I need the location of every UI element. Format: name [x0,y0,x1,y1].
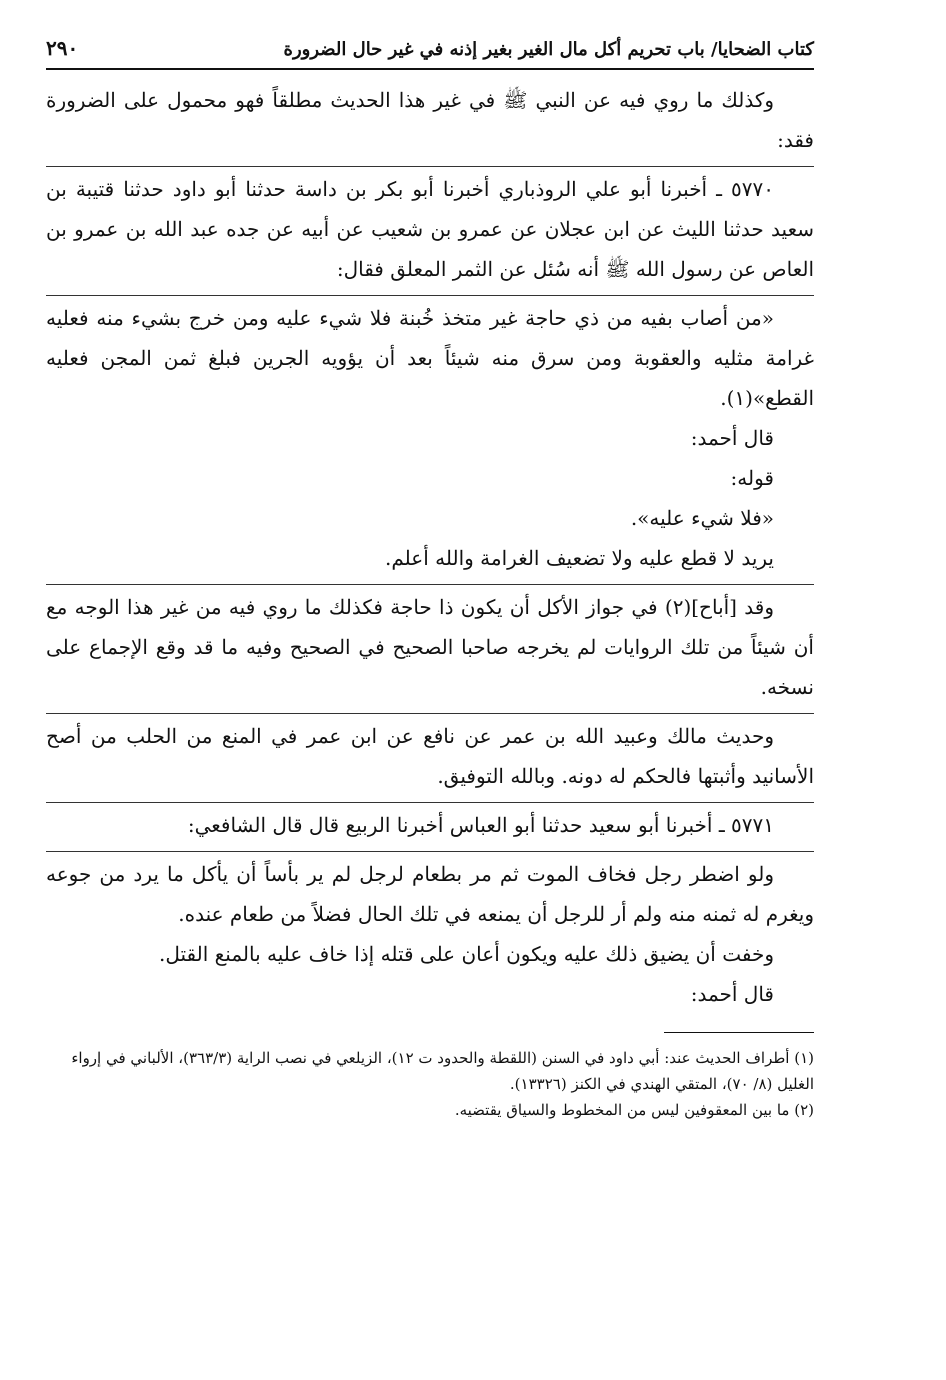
paragraph: وقد [أباح](٢) في جواز الأكل أن يكون ذا حاجة فكذلك ما روي فيه من غير هذا الوجه مع أن شيئاً من تلك الروايات لم يخرجه صاحبا الصحيح في الصحيح وفيه ما قد وقع الإجماع على نسخه. [46,584,814,707]
main-text [46,80,814,1014]
paragraph: «فلا شيء عليه». [630,506,774,530]
paragraph: وحديث مالك وعبيد الله بن عمر عن نافع عن ابن عمر في المنع من الحلب من أصح الأسانيد وأثبتها فالحكم له دونه. وبالله التوفيق. [46,713,814,796]
footnotes [46,1045,814,1123]
paragraph: قال أحمد: [690,426,774,450]
paragraph: قال أحمد: [690,982,774,1006]
hadith-5771: ٥٧٧١ ـ أخبرنا أبو سعيد حدثنا أبو العباس أخبرنا الربيع قال قال الشافعي: [46,802,814,845]
footnote-2: (٢) ما بين المعقوفين ليس من المخطوط والسياق يقتضيه. [454,1101,814,1119]
paragraph: يريد لا قطع عليه ولا تضعيف الغرامة والله أعلم. [385,546,774,570]
hadith-5770: ٥٧٧٠ ـ أخبرنا أبو علي الروذباري أخبرنا أبو بكر بن داسة حدثنا أبو داود حدثنا قتيبة بن سعيد حدثنا الليث عن ابن عجلان عن عمرو بن شعيب عن أبيه عن جده عبد الله بن عمرو بن العاص عن رسول الله ﷺ أنه سُئل عن الثمر المعلق فقال: [46,166,814,289]
paragraph: وكذلك ما روي فيه عن النبي ﷺ في غير هذا الحديث مطلقاً فهو محمول على الضرورة فقد: [46,88,814,152]
footnote-1: (١) أطراف الحديث عند: أبي داود في السنن (اللقطة والحدود ت ١٢)، الزيلعي في نصب الراية (٣٦٣/٣)، الألباني في إرواء الغليل (٨/ ٧٠)، المتقي الهندي في الكنز (١٣٣٢٦). [71,1049,814,1093]
footnote-divider [664,1032,814,1033]
paragraph: وخفت أن يضيق ذلك عليه ويكون أعان على قتله إذا خاف عليه بالمنع القتل. [158,942,774,966]
paragraph: قوله: [730,466,774,490]
page-number: ٢٩٠ [46,36,79,60]
hadith-text: «من أصاب بفيه من ذي حاجة غير متخذ خُبنة فلا شيء عليه ومن خرج بشيء منه فعليه غرامة مثليه والعقوبة ومن سرق منه شيئاً بعد أن يؤويه الجرين فبلغ ثمن المجن فعليه القطع»(١). [46,295,814,418]
page [46,30,814,1123]
running-header [46,30,814,70]
paragraph: ولو اضطر رجل فخاف الموت ثم مر بطعام لرجل لم ير بأساً أن يأكل ما يرد من جوعه ويغرم له ثمنه منه ولم أر للرجل أن يمنعه في تلك الحال فضلاً من طعام عنده. [46,851,814,934]
header-title: كتاب الضحايا/ باب تحريم أكل مال الغير بغير إذنه في غير حال الضرورة [283,39,814,60]
